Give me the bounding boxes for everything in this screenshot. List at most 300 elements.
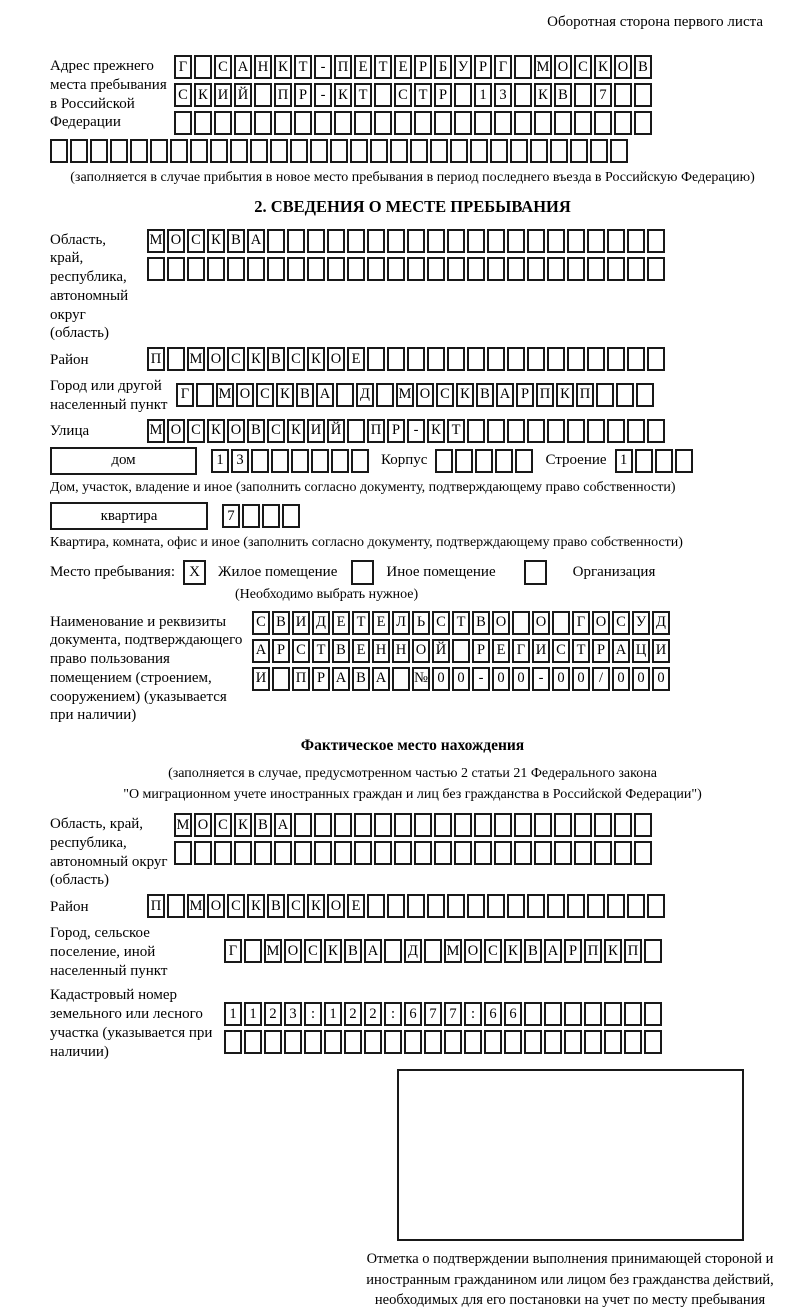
char-box[interactable]: [370, 139, 388, 163]
char-box[interactable]: [567, 257, 585, 281]
char-box[interactable]: [234, 841, 252, 865]
char-box[interactable]: В: [267, 347, 285, 371]
char-box[interactable]: С: [287, 894, 305, 918]
char-box[interactable]: [494, 813, 512, 837]
char-box[interactable]: Е: [352, 639, 370, 663]
char-box[interactable]: [210, 139, 228, 163]
char-box[interactable]: [655, 449, 673, 473]
checkbox-other-premises[interactable]: [351, 560, 374, 585]
char-box[interactable]: [247, 257, 265, 281]
char-box[interactable]: [327, 229, 345, 253]
char-box[interactable]: О: [327, 894, 345, 918]
char-box[interactable]: Р: [312, 667, 330, 691]
char-box[interactable]: Й: [327, 419, 345, 443]
char-box[interactable]: М: [187, 347, 205, 371]
char-box[interactable]: Т: [354, 83, 372, 107]
char-box[interactable]: [347, 419, 365, 443]
char-box[interactable]: В: [247, 419, 265, 443]
char-box[interactable]: [207, 257, 225, 281]
char-box[interactable]: 0: [452, 667, 470, 691]
char-box[interactable]: Т: [374, 55, 392, 79]
char-box[interactable]: 0: [652, 667, 670, 691]
char-box[interactable]: С: [287, 347, 305, 371]
char-box[interactable]: [587, 257, 605, 281]
char-box[interactable]: Т: [294, 55, 312, 79]
char-box[interactable]: Н: [372, 639, 390, 663]
char-box[interactable]: [254, 111, 272, 135]
char-box[interactable]: [394, 111, 412, 135]
char-box[interactable]: К: [194, 83, 212, 107]
char-box[interactable]: [627, 347, 645, 371]
char-box[interactable]: 3: [231, 449, 249, 473]
char-box[interactable]: [367, 257, 385, 281]
char-box[interactable]: [294, 111, 312, 135]
char-box[interactable]: [604, 1002, 622, 1026]
char-box[interactable]: [336, 383, 354, 407]
char-box[interactable]: [407, 257, 425, 281]
char-box[interactable]: С: [256, 383, 274, 407]
char-box[interactable]: [304, 1030, 322, 1054]
char-box[interactable]: Г: [174, 55, 192, 79]
char-box[interactable]: [604, 1030, 622, 1054]
char-box[interactable]: У: [632, 611, 650, 635]
char-box[interactable]: П: [536, 383, 554, 407]
char-box[interactable]: [404, 1030, 422, 1054]
char-box[interactable]: А: [234, 55, 252, 79]
char-box[interactable]: -: [314, 55, 332, 79]
char-box[interactable]: [130, 139, 148, 163]
checkbox-organization[interactable]: [524, 560, 547, 585]
char-box[interactable]: В: [476, 383, 494, 407]
char-box[interactable]: [624, 1002, 642, 1026]
char-box[interactable]: [515, 449, 533, 473]
char-box[interactable]: [675, 449, 693, 473]
char-box[interactable]: [310, 139, 328, 163]
char-box[interactable]: [524, 1002, 542, 1026]
char-box[interactable]: [644, 1030, 662, 1054]
char-box[interactable]: С: [252, 611, 270, 635]
char-box[interactable]: О: [284, 939, 302, 963]
char-box[interactable]: Ь: [412, 611, 430, 635]
char-box[interactable]: И: [252, 667, 270, 691]
char-box[interactable]: К: [456, 383, 474, 407]
char-box[interactable]: А: [364, 939, 382, 963]
char-box[interactable]: [447, 229, 465, 253]
char-box[interactable]: А: [332, 667, 350, 691]
char-box[interactable]: 1: [211, 449, 229, 473]
char-box[interactable]: Т: [447, 419, 465, 443]
char-box[interactable]: [271, 449, 289, 473]
char-box[interactable]: [427, 257, 445, 281]
char-box[interactable]: [307, 229, 325, 253]
char-box[interactable]: П: [274, 83, 292, 107]
char-box[interactable]: С: [394, 83, 412, 107]
char-box[interactable]: [374, 83, 392, 107]
char-box[interactable]: [367, 894, 385, 918]
char-box[interactable]: Е: [492, 639, 510, 663]
char-box[interactable]: [534, 813, 552, 837]
char-box[interactable]: [387, 257, 405, 281]
char-box[interactable]: [307, 257, 325, 281]
char-box[interactable]: [494, 841, 512, 865]
char-box[interactable]: С: [227, 347, 245, 371]
char-box[interactable]: :: [384, 1002, 402, 1026]
char-box[interactable]: 6: [504, 1002, 522, 1026]
char-box[interactable]: Д: [356, 383, 374, 407]
char-box[interactable]: М: [534, 55, 552, 79]
char-box[interactable]: [647, 229, 665, 253]
char-box[interactable]: [510, 139, 528, 163]
char-box[interactable]: [427, 229, 445, 253]
char-box[interactable]: С: [574, 55, 592, 79]
char-box[interactable]: И: [214, 83, 232, 107]
char-box[interactable]: [512, 611, 530, 635]
char-box[interactable]: [584, 1030, 602, 1054]
char-box[interactable]: К: [594, 55, 612, 79]
char-box[interactable]: [594, 813, 612, 837]
char-box[interactable]: [614, 111, 632, 135]
char-box[interactable]: [574, 111, 592, 135]
char-box[interactable]: Е: [372, 611, 390, 635]
char-box[interactable]: [527, 257, 545, 281]
char-box[interactable]: [527, 419, 545, 443]
char-box[interactable]: [410, 139, 428, 163]
char-box[interactable]: [390, 139, 408, 163]
char-box[interactable]: [287, 229, 305, 253]
char-box[interactable]: [214, 841, 232, 865]
char-box[interactable]: [427, 347, 445, 371]
char-box[interactable]: Г: [494, 55, 512, 79]
char-box[interactable]: П: [584, 939, 602, 963]
char-box[interactable]: [507, 894, 525, 918]
char-box[interactable]: [647, 419, 665, 443]
char-box[interactable]: [574, 841, 592, 865]
char-box[interactable]: [354, 111, 372, 135]
char-box[interactable]: [334, 841, 352, 865]
char-box[interactable]: К: [287, 419, 305, 443]
char-box[interactable]: К: [247, 347, 265, 371]
char-box[interactable]: С: [214, 813, 232, 837]
char-box[interactable]: [507, 257, 525, 281]
char-box[interactable]: Г: [224, 939, 242, 963]
char-box[interactable]: Р: [472, 639, 490, 663]
char-box[interactable]: [527, 229, 545, 253]
char-box[interactable]: -: [314, 83, 332, 107]
char-box[interactable]: К: [247, 894, 265, 918]
char-box[interactable]: [234, 111, 252, 135]
char-box[interactable]: [490, 139, 508, 163]
char-box[interactable]: Г: [176, 383, 194, 407]
char-box[interactable]: Е: [347, 347, 365, 371]
char-box[interactable]: О: [167, 229, 185, 253]
char-box[interactable]: 2: [364, 1002, 382, 1026]
char-box[interactable]: И: [292, 611, 310, 635]
char-box[interactable]: [567, 419, 585, 443]
char-box[interactable]: [414, 813, 432, 837]
char-box[interactable]: В: [524, 939, 542, 963]
char-box[interactable]: [407, 894, 425, 918]
char-box[interactable]: В: [332, 639, 350, 663]
char-box[interactable]: Й: [432, 639, 450, 663]
char-box[interactable]: А: [372, 667, 390, 691]
char-box[interactable]: [187, 257, 205, 281]
char-box[interactable]: М: [174, 813, 192, 837]
char-box[interactable]: П: [147, 894, 165, 918]
char-box[interactable]: [647, 894, 665, 918]
char-box[interactable]: [607, 419, 625, 443]
char-box[interactable]: [227, 257, 245, 281]
char-box[interactable]: [244, 939, 262, 963]
char-box[interactable]: [554, 813, 572, 837]
char-box[interactable]: К: [276, 383, 294, 407]
char-box[interactable]: -: [472, 667, 490, 691]
char-box[interactable]: [290, 139, 308, 163]
checkbox-residential[interactable]: X: [183, 560, 206, 585]
char-box[interactable]: [250, 139, 268, 163]
char-box[interactable]: [547, 419, 565, 443]
char-box[interactable]: 2: [344, 1002, 362, 1026]
char-box[interactable]: В: [344, 939, 362, 963]
char-box[interactable]: Р: [592, 639, 610, 663]
char-box[interactable]: [524, 1030, 542, 1054]
char-box[interactable]: С: [174, 83, 192, 107]
char-box[interactable]: [194, 55, 212, 79]
char-box[interactable]: [550, 139, 568, 163]
char-box[interactable]: [434, 111, 452, 135]
char-box[interactable]: [547, 347, 565, 371]
char-box[interactable]: О: [167, 419, 185, 443]
char-box[interactable]: Р: [387, 419, 405, 443]
char-box[interactable]: В: [554, 83, 572, 107]
char-box[interactable]: П: [292, 667, 310, 691]
char-box[interactable]: Р: [516, 383, 534, 407]
char-box[interactable]: [530, 139, 548, 163]
char-box[interactable]: К: [427, 419, 445, 443]
char-box[interactable]: К: [324, 939, 342, 963]
char-box[interactable]: [567, 229, 585, 253]
char-box[interactable]: У: [454, 55, 472, 79]
char-box[interactable]: 1: [224, 1002, 242, 1026]
char-box[interactable]: Е: [394, 55, 412, 79]
char-box[interactable]: [607, 257, 625, 281]
char-box[interactable]: О: [416, 383, 434, 407]
char-box[interactable]: [334, 813, 352, 837]
char-box[interactable]: [634, 83, 652, 107]
char-box[interactable]: [214, 111, 232, 135]
char-box[interactable]: С: [292, 639, 310, 663]
char-box[interactable]: Н: [392, 639, 410, 663]
char-box[interactable]: [90, 139, 108, 163]
char-box[interactable]: А: [316, 383, 334, 407]
char-box[interactable]: [167, 894, 185, 918]
char-box[interactable]: [514, 83, 532, 107]
char-box[interactable]: [194, 841, 212, 865]
char-box[interactable]: [244, 1030, 262, 1054]
char-box[interactable]: Б: [434, 55, 452, 79]
char-box[interactable]: С: [612, 611, 630, 635]
char-box[interactable]: [262, 504, 280, 528]
char-box[interactable]: [467, 894, 485, 918]
char-box[interactable]: [644, 1002, 662, 1026]
char-box[interactable]: С: [304, 939, 322, 963]
char-box[interactable]: [544, 1030, 562, 1054]
char-box[interactable]: [495, 449, 513, 473]
char-box[interactable]: [272, 667, 290, 691]
char-box[interactable]: [504, 1030, 522, 1054]
char-box[interactable]: [447, 257, 465, 281]
char-box[interactable]: Р: [474, 55, 492, 79]
char-box[interactable]: [230, 139, 248, 163]
char-box[interactable]: [434, 841, 452, 865]
char-box[interactable]: [564, 1030, 582, 1054]
char-box[interactable]: [596, 383, 614, 407]
char-box[interactable]: 2: [264, 1002, 282, 1026]
char-box[interactable]: [547, 894, 565, 918]
char-box[interactable]: [384, 939, 402, 963]
char-box[interactable]: П: [334, 55, 352, 79]
char-box[interactable]: [150, 139, 168, 163]
char-box[interactable]: 6: [484, 1002, 502, 1026]
char-box[interactable]: [567, 347, 585, 371]
char-box[interactable]: [314, 813, 332, 837]
char-box[interactable]: В: [352, 667, 370, 691]
char-box[interactable]: 7: [222, 504, 240, 528]
char-box[interactable]: [454, 813, 472, 837]
char-box[interactable]: К: [307, 347, 325, 371]
char-box[interactable]: [430, 139, 448, 163]
char-box[interactable]: П: [147, 347, 165, 371]
char-box[interactable]: А: [247, 229, 265, 253]
char-box[interactable]: [374, 813, 392, 837]
char-box[interactable]: [364, 1030, 382, 1054]
char-box[interactable]: Д: [652, 611, 670, 635]
char-box[interactable]: [424, 939, 442, 963]
char-box[interactable]: А: [252, 639, 270, 663]
char-box[interactable]: [167, 257, 185, 281]
char-box[interactable]: В: [254, 813, 272, 837]
char-box[interactable]: [467, 347, 485, 371]
char-box[interactable]: А: [612, 639, 630, 663]
char-box[interactable]: [487, 347, 505, 371]
char-box[interactable]: [167, 347, 185, 371]
char-box[interactable]: С: [436, 383, 454, 407]
char-box[interactable]: М: [147, 419, 165, 443]
char-box[interactable]: Е: [354, 55, 372, 79]
char-box[interactable]: [344, 1030, 362, 1054]
char-box[interactable]: К: [234, 813, 252, 837]
char-box[interactable]: В: [472, 611, 490, 635]
char-box[interactable]: [347, 257, 365, 281]
char-box[interactable]: [614, 83, 632, 107]
char-box[interactable]: [374, 841, 392, 865]
char-box[interactable]: [594, 841, 612, 865]
char-box[interactable]: [282, 504, 300, 528]
char-box[interactable]: [636, 383, 654, 407]
char-box[interactable]: [384, 1030, 402, 1054]
char-box[interactable]: [330, 139, 348, 163]
char-box[interactable]: [624, 1030, 642, 1054]
char-box[interactable]: [270, 139, 288, 163]
char-box[interactable]: И: [532, 639, 550, 663]
char-box[interactable]: О: [614, 55, 632, 79]
char-box[interactable]: [434, 813, 452, 837]
char-box[interactable]: К: [604, 939, 622, 963]
char-box[interactable]: М: [216, 383, 234, 407]
char-box[interactable]: [444, 1030, 462, 1054]
char-box[interactable]: [564, 1002, 582, 1026]
char-box[interactable]: К: [207, 229, 225, 253]
char-box[interactable]: №: [412, 667, 430, 691]
char-box[interactable]: 0: [512, 667, 530, 691]
char-box[interactable]: О: [532, 611, 550, 635]
char-box[interactable]: [644, 939, 662, 963]
char-box[interactable]: [387, 894, 405, 918]
char-box[interactable]: Р: [294, 83, 312, 107]
char-box[interactable]: С: [432, 611, 450, 635]
char-box[interactable]: 7: [444, 1002, 462, 1026]
char-box[interactable]: [334, 111, 352, 135]
char-box[interactable]: 1: [324, 1002, 342, 1026]
char-box[interactable]: [534, 841, 552, 865]
char-box[interactable]: [367, 229, 385, 253]
char-box[interactable]: [454, 841, 472, 865]
char-box[interactable]: [170, 139, 188, 163]
char-box[interactable]: [584, 1002, 602, 1026]
char-box[interactable]: [174, 111, 192, 135]
char-box[interactable]: С: [267, 419, 285, 443]
char-box[interactable]: 0: [492, 667, 510, 691]
char-box[interactable]: [324, 1030, 342, 1054]
char-box[interactable]: С: [227, 894, 245, 918]
char-box[interactable]: [452, 639, 470, 663]
char-box[interactable]: [311, 449, 329, 473]
char-box[interactable]: [294, 841, 312, 865]
char-box[interactable]: И: [307, 419, 325, 443]
char-box[interactable]: 1: [474, 83, 492, 107]
char-box[interactable]: [251, 449, 269, 473]
char-box[interactable]: [587, 229, 605, 253]
char-box[interactable]: Р: [434, 83, 452, 107]
char-box[interactable]: [470, 139, 488, 163]
char-box[interactable]: [616, 383, 634, 407]
char-box[interactable]: А: [496, 383, 514, 407]
char-box[interactable]: В: [634, 55, 652, 79]
char-box[interactable]: :: [304, 1002, 322, 1026]
char-box[interactable]: [544, 1002, 562, 1026]
char-box[interactable]: П: [624, 939, 642, 963]
char-box[interactable]: [274, 841, 292, 865]
char-box[interactable]: А: [274, 813, 292, 837]
char-box[interactable]: М: [147, 229, 165, 253]
char-box[interactable]: К: [207, 419, 225, 443]
char-box[interactable]: 0: [572, 667, 590, 691]
char-box[interactable]: Ц: [632, 639, 650, 663]
char-box[interactable]: [350, 139, 368, 163]
char-box[interactable]: [424, 1030, 442, 1054]
char-box[interactable]: А: [544, 939, 562, 963]
char-box[interactable]: Т: [352, 611, 370, 635]
char-box[interactable]: [474, 841, 492, 865]
char-box[interactable]: [447, 347, 465, 371]
char-box[interactable]: [407, 347, 425, 371]
char-box[interactable]: Т: [414, 83, 432, 107]
char-box[interactable]: М: [444, 939, 462, 963]
char-box[interactable]: [327, 257, 345, 281]
char-box[interactable]: [287, 257, 305, 281]
char-box[interactable]: О: [464, 939, 482, 963]
char-box[interactable]: [414, 111, 432, 135]
char-box[interactable]: [647, 347, 665, 371]
